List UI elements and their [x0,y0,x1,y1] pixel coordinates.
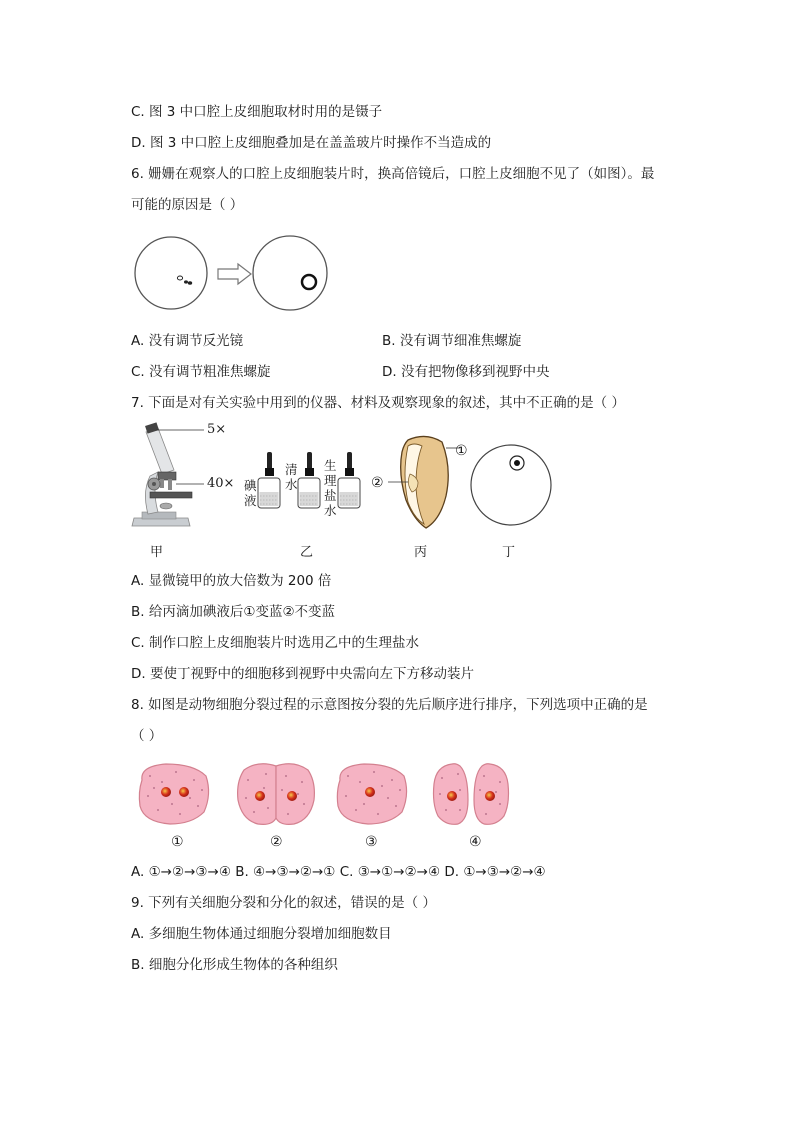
q6-option-b: B. 没有调节细准焦螺旋 [382,333,522,349]
microscope-tube [146,428,174,474]
cell-stage-3 [337,764,406,824]
q6-option-c: C. 没有调节粗准焦螺旋 [131,364,271,380]
cell-stage-4 [434,764,509,825]
prev-option-c: C. 图 3 中口腔上皮细胞取材时用的是镊子 [131,104,383,120]
cell-stage-1 [139,764,208,824]
reagent-bottle [338,452,360,508]
q7-option-d: D. 要使丁视野中的细胞移到视野中央需向左下方移动装片 [131,666,474,682]
cell-label-1: ① [171,834,184,850]
q6-microscope-fields-figure [134,236,334,316]
q7-seed-figure [396,434,456,530]
q9-stem: 9. 下列有关细胞分裂和分化的叙述，错误的是（ ） [131,895,436,911]
q8-stem-line2: （ ） [131,728,163,744]
reagent-bottle [298,452,320,508]
q7-option-c: C. 制作口腔上皮细胞装片时选用乙中的生理盐水 [131,635,420,651]
q8-options: A. ①→②→③→④ B. ④→③→②→① C. ③→①→②→④ D. ①→③→②→④ [131,864,546,880]
q6-option-a: A. 没有调节反光镜 [131,333,244,349]
q8-stem-line1: 8. 如图是动物细胞分裂过程的示意图按分裂的先后顺序进行排序，下列选项中正确的是 [131,697,648,713]
caption-yi: 乙 [300,545,314,560]
caption-bing: 丙 [414,545,428,560]
eyepiece-label: 5× [207,422,227,437]
q6-option-d: D. 没有把物像移到视野中央 [382,364,550,380]
small-cell-dot [188,281,192,285]
caption-jia: 甲 [150,545,164,560]
cell-label-3: ③ [365,834,378,850]
cell-stage-2 [238,764,315,825]
seed-label-1: ① [455,443,468,459]
q7-option-a: A. 显微镜甲的放大倍数为 200 倍 [131,573,332,589]
small-cell-dot [184,280,188,283]
low-power-field [135,237,207,309]
reagent-bottle [258,452,280,508]
seed-label-2: ② [371,475,384,491]
q7-option-b: B. 给丙滴加碘液后①变蓝②不变蓝 [131,604,336,620]
high-power-field [253,236,327,310]
objective-label: 40× [207,476,235,491]
prev-option-d: D. 图 3 中口腔上皮细胞叠加是在盖盖玻片时操作不当造成的 [131,135,492,151]
cell-label-4: ④ [469,834,482,850]
q7-reagent-bottles-figure [258,452,368,522]
reagent-label-iodine: 碘液 [244,478,257,508]
q9-option-a: A. 多细胞生物体通过细胞分裂增加细胞数目 [131,926,392,942]
q6-stem-line2: 可能的原因是（ ） [131,197,244,213]
reagent-label-water: 清水 [285,462,298,492]
reagent-label-saline: 生理盐水 [324,458,337,518]
q7-field-of-view-figure [470,444,554,528]
q7-stem: 7. 下面是对有关实验中用到的仪器、材料及观察现象的叙述，其中不正确的是（ ） [131,395,625,411]
cell-label-2: ② [270,834,283,850]
arrow-right-icon [218,264,251,284]
q8-cell-division-figure [136,760,516,828]
caption-ding: 丁 [502,545,516,560]
q9-option-b: B. 细胞分化形成生物体的各种组织 [131,957,338,973]
microscope-stage [150,492,192,498]
q6-stem-line1: 6. 姗姗在观察人的口腔上皮细胞装片时，换高倍镜后，口腔上皮细胞不见了（如图）。最 [131,166,655,182]
